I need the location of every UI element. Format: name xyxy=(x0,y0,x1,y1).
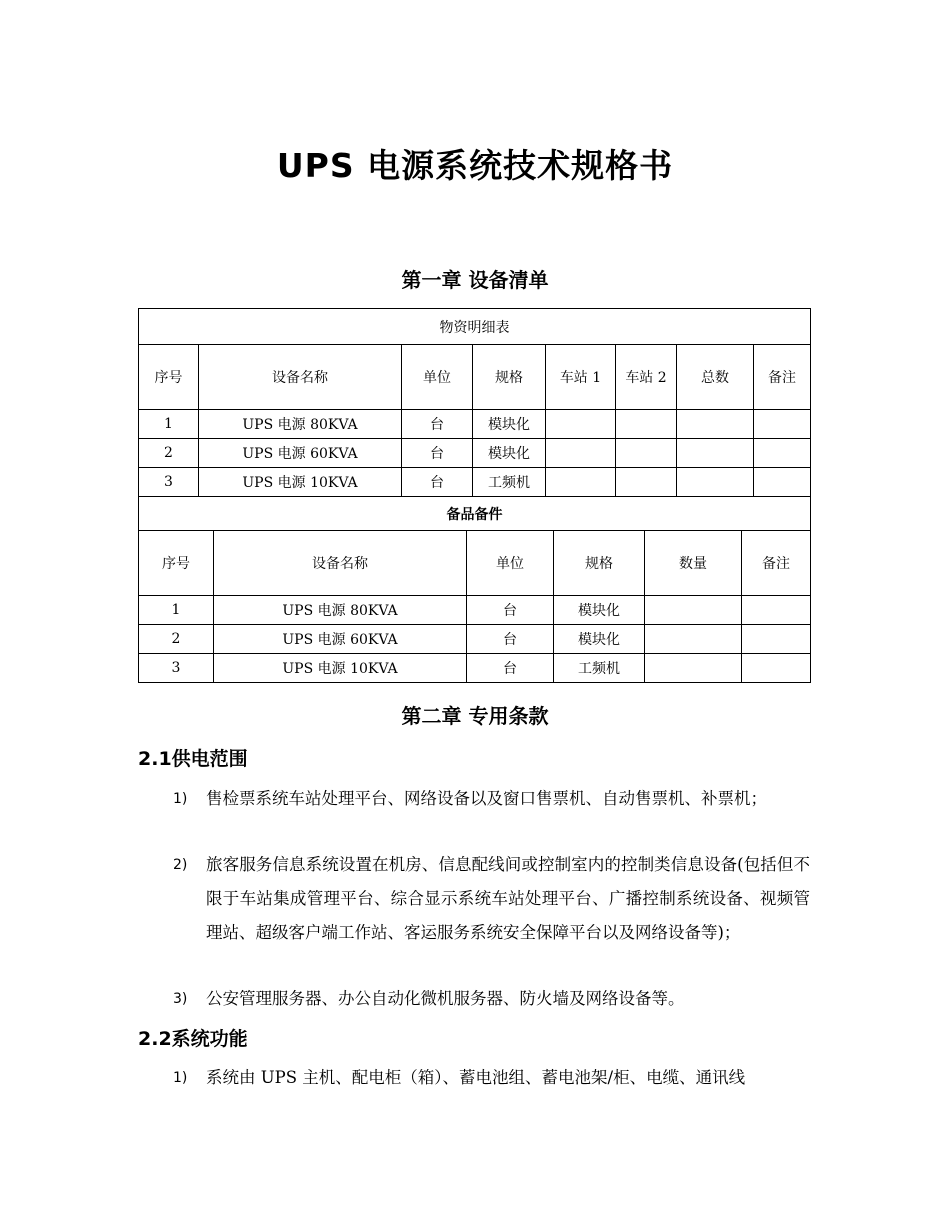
materials-table-header-row xyxy=(139,345,811,410)
table-row xyxy=(139,410,811,439)
table-cell: 模块化 xyxy=(473,439,546,468)
list-item-text: 售检票系统车站处理平台、网络设备以及窗口售票机、自动售票机、补票机； xyxy=(206,789,767,808)
column-header: 规格 xyxy=(554,531,645,596)
column-header: 设备名称 xyxy=(214,531,467,596)
table-cell xyxy=(677,439,754,468)
list-item xyxy=(138,1061,810,1095)
column-header: 单位 xyxy=(402,345,473,410)
table-cell xyxy=(742,596,811,625)
table-cell xyxy=(742,654,811,683)
column-header: 数量 xyxy=(645,531,742,596)
table-row xyxy=(139,439,811,468)
column-header: 车站 2 xyxy=(616,345,677,410)
table-cell: 模块化 xyxy=(473,410,546,439)
table-cell: UPS 电源 80KVA xyxy=(214,596,467,625)
section-2-1-heading: 2.1供电范围 xyxy=(138,748,248,770)
chapter-1-heading: 第一章 设备清单 xyxy=(401,268,549,292)
table-cell: UPS 电源 10KVA xyxy=(214,654,467,683)
list-item-text: 系统由 UPS 主机、配电柜（箱）、蓄电池组、蓄电池架/柜、电缆、通讯线 xyxy=(206,1068,746,1087)
list-item-number: 2) xyxy=(173,857,188,873)
chapter-2-heading: 第二章 专用条款 xyxy=(401,704,549,728)
table-cell: UPS 电源 60KVA xyxy=(214,625,467,654)
column-header: 序号 xyxy=(139,531,214,596)
list-item xyxy=(138,982,810,1016)
table-cell: 台 xyxy=(402,468,473,497)
list-item-number: 1) xyxy=(173,791,188,807)
table-cell xyxy=(677,410,754,439)
table-cell xyxy=(742,625,811,654)
table-cell xyxy=(616,439,677,468)
column-header: 备注 xyxy=(754,345,811,410)
table-row xyxy=(139,468,811,497)
table-cell: 1 xyxy=(139,410,199,439)
column-header: 备注 xyxy=(742,531,811,596)
table-cell xyxy=(546,468,616,497)
table-cell: 工频机 xyxy=(473,468,546,497)
table-cell: 3 xyxy=(139,468,199,497)
table-cell: 3 xyxy=(139,654,214,683)
materials-table xyxy=(138,308,811,497)
column-header: 设备名称 xyxy=(199,345,402,410)
table-cell: 1 xyxy=(139,596,214,625)
materials-table-caption: 物资明细表 xyxy=(139,309,811,345)
table-cell: 台 xyxy=(402,439,473,468)
column-header: 序号 xyxy=(139,345,199,410)
document-title: UPS 电源系统技术规格书 xyxy=(276,146,674,185)
table-cell: 台 xyxy=(467,625,554,654)
table-cell xyxy=(754,410,811,439)
table-cell: 模块化 xyxy=(554,596,645,625)
table-cell: 台 xyxy=(467,654,554,683)
column-header: 规格 xyxy=(473,345,546,410)
table-cell xyxy=(645,625,742,654)
table-cell xyxy=(616,410,677,439)
table-cell xyxy=(754,468,811,497)
table-cell: 台 xyxy=(402,410,473,439)
table-cell xyxy=(616,468,677,497)
list-item-text: 旅客服务信息系统设置在机房、信息配线间或控制室内的控制类信息设备(包括但不限于车站集成管理平台、综合显示系统车站处理平台、广播控制系统设备、视频管理站、超级客户端工作站、客运服务系统安全保障平台以及网络设备等)； xyxy=(206,855,810,942)
table-cell xyxy=(677,468,754,497)
table-cell: UPS 电源 80KVA xyxy=(199,410,402,439)
table-cell: UPS 电源 10KVA xyxy=(199,468,402,497)
table-cell: 2 xyxy=(139,625,214,654)
column-header: 单位 xyxy=(467,531,554,596)
spare-parts-table xyxy=(138,496,811,683)
list-item xyxy=(138,782,810,816)
column-header: 车站 1 xyxy=(546,345,616,410)
spare-parts-table-header-row xyxy=(139,531,811,596)
list-item-number: 1) xyxy=(173,1070,188,1086)
table-cell: UPS 电源 60KVA xyxy=(199,439,402,468)
table-cell xyxy=(754,439,811,468)
table-row xyxy=(139,654,811,683)
list-item-number: 3) xyxy=(173,991,188,1007)
table-cell xyxy=(546,439,616,468)
table-cell: 模块化 xyxy=(554,625,645,654)
table-row xyxy=(139,596,811,625)
table-row xyxy=(139,625,811,654)
section-2-2-heading: 2.2系统功能 xyxy=(138,1028,248,1050)
table-cell: 2 xyxy=(139,439,199,468)
column-header: 总数 xyxy=(677,345,754,410)
list-item xyxy=(138,848,810,950)
spare-parts-table-caption: 备品备件 xyxy=(139,497,811,531)
list-item-text: 公安管理服务器、办公自动化微机服务器、防火墙及网络设备等。 xyxy=(206,989,685,1008)
table-cell xyxy=(645,596,742,625)
table-cell xyxy=(546,410,616,439)
table-cell: 台 xyxy=(467,596,554,625)
table-cell xyxy=(645,654,742,683)
table-cell: 工频机 xyxy=(554,654,645,683)
